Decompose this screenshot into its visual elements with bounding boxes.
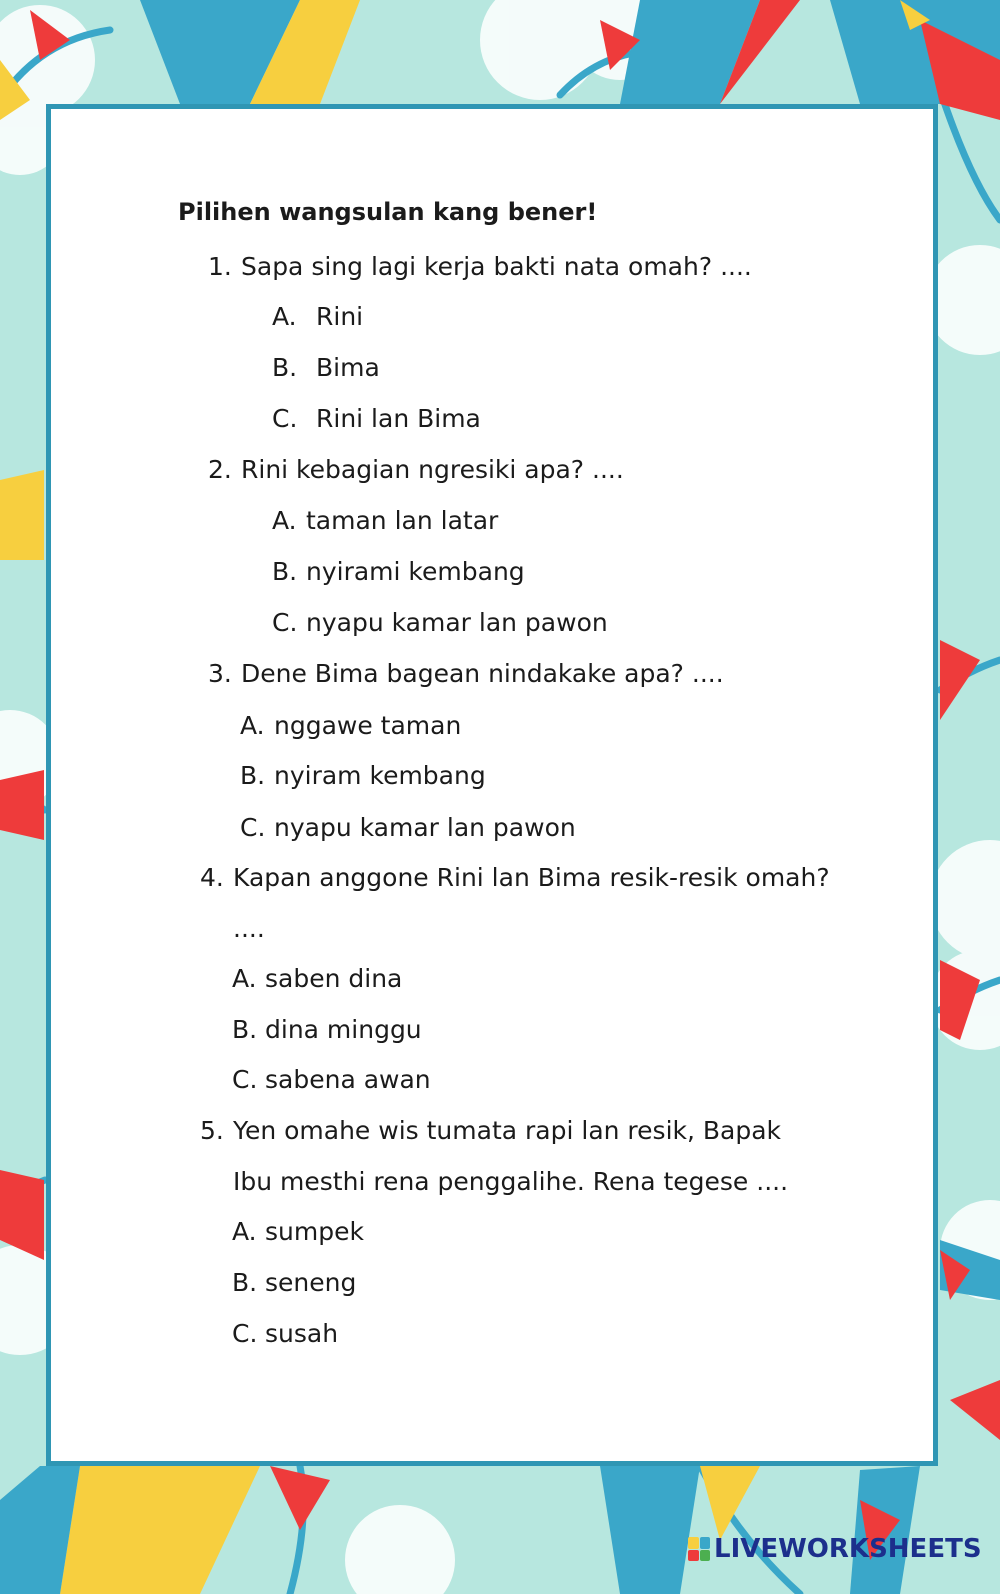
question-4-option-c-letter: C. [232,1065,258,1094]
brand-name: LIVEWORKSHEETS [714,1534,982,1564]
question-4-option-b[interactable]: dina minggu [265,1015,422,1044]
question-2-option-a-letter: A. [272,506,297,535]
question-3-option-b[interactable]: nyiram kembang [274,761,486,790]
liveworksheets-logo-icon [688,1537,710,1561]
question-2-option-c-letter: C. [272,608,298,637]
question-4-number: 4. [200,863,224,892]
question-5-option-b-letter: B. [232,1268,258,1297]
worksheet-sheet [46,104,938,1466]
question-5-number: 5. [200,1116,224,1145]
instruction-text: Pilihen wangsulan kang bener! [178,198,598,226]
question-3-option-a[interactable]: nggawe taman [274,711,462,740]
question-2-option-b-letter: B. [272,557,298,586]
question-5-option-a-letter: A. [232,1217,257,1246]
question-5-option-c-letter: C. [232,1319,258,1348]
question-2-number: 2. [208,455,232,484]
question-4-text-line-2: .... [233,914,265,943]
question-1-option-a[interactable]: Rini [316,302,364,331]
question-2-option-b[interactable]: nyirami kembang [306,557,525,586]
question-1-option-c[interactable]: Rini lan Bima [316,404,481,433]
question-3-option-b-letter: B. [240,761,266,790]
question-3-option-c[interactable]: nyapu kamar lan pawon [274,813,576,842]
question-4-option-b-letter: B. [232,1015,258,1044]
question-3-option-a-letter: A. [240,711,265,740]
question-1-option-c-letter: C. [272,404,298,433]
question-2-text: Rini kebagian ngresiki apa? .... [241,455,624,484]
question-5-text-line-2: Ibu mesthi rena penggalihe. Rena tegese .... [233,1167,789,1196]
question-5-option-b[interactable]: seneng [265,1268,357,1297]
question-1-number: 1. [208,252,232,281]
question-1-option-b[interactable]: Bima [316,353,380,382]
question-1-text: Sapa sing lagi kerja bakti nata omah? .... [241,252,752,281]
question-2-option-c[interactable]: nyapu kamar lan pawon [306,608,608,637]
question-4-option-a[interactable]: saben dina [265,964,403,993]
question-5-text-line-1: Yen omahe wis tumata rapi lan resik, Bapak [233,1116,782,1145]
question-3-option-c-letter: C. [240,813,266,842]
question-2-option-a[interactable]: taman lan latar [306,506,499,535]
question-5-option-c[interactable]: susah [265,1319,339,1348]
question-4-option-a-letter: A. [232,964,257,993]
question-3-number: 3. [208,659,232,688]
question-4-text-line-1: Kapan anggone Rini lan Bima resik-resik omah? [233,863,830,892]
question-4-option-c[interactable]: sabena awan [265,1065,431,1094]
question-1-option-a-letter: A. [272,302,297,331]
question-1-option-b-letter: B. [272,353,298,382]
liveworksheets-branding[interactable] [688,1532,982,1566]
question-5-option-a[interactable]: sumpek [265,1217,364,1246]
question-3-text: Dene Bima bagean nindakake apa? .... [241,659,724,688]
